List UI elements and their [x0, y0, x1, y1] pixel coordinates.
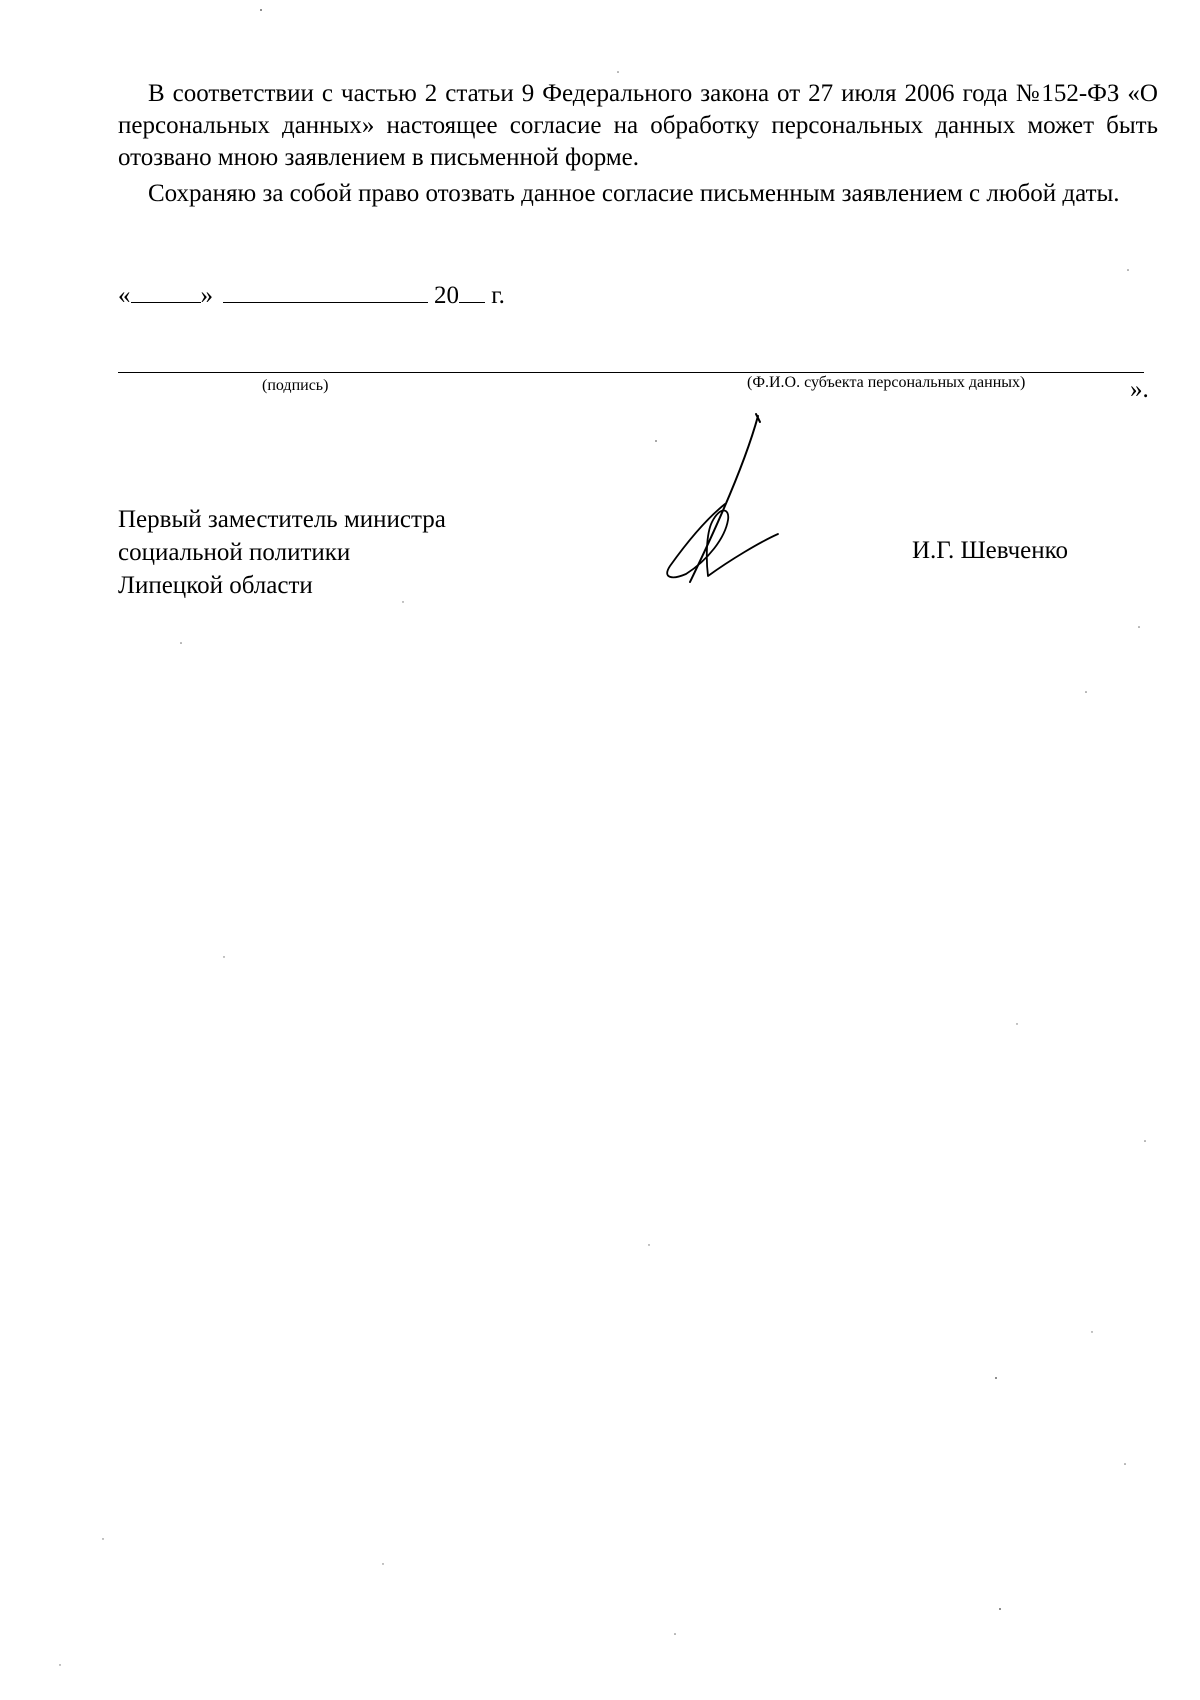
- signer-title-line: Первый заместитель министра: [118, 506, 446, 533]
- date-open-quote: «: [118, 282, 131, 309]
- year-prefix: 20: [434, 282, 459, 309]
- closing-quote: ».: [1130, 376, 1149, 403]
- fio-caption: (Ф.И.О. субъекта персональных данных): [747, 374, 1026, 391]
- date-line: [118, 280, 505, 312]
- handwritten-signature: [650, 410, 790, 590]
- signature-caption: (подпись): [262, 377, 329, 394]
- right-to-revoke-paragraph: Сохраняю за собой право отозвать данное согласие письменным заявлением с любой даты.: [148, 180, 1120, 207]
- day-blank: [131, 280, 201, 303]
- signer-name: И.Г. Шевченко: [912, 537, 1069, 564]
- year-suffix: г.: [491, 282, 505, 309]
- signer-title-line: социальной политики: [118, 539, 351, 566]
- date-close-quote: »: [200, 282, 213, 309]
- year-blank: [459, 280, 485, 303]
- signer-title: [118, 503, 446, 602]
- signer-title-line: Липецкой области: [118, 572, 313, 599]
- consent-revocation-paragraph: В соответствии с частью 2 статьи 9 Федерального закона от 27 июля 2006 года №152-ФЗ «О персональных данных» настоящее согласие на обработку персональных данных может быть отозвано мною заявлением в письменной форме.: [118, 80, 1158, 171]
- month-blank: [223, 280, 428, 303]
